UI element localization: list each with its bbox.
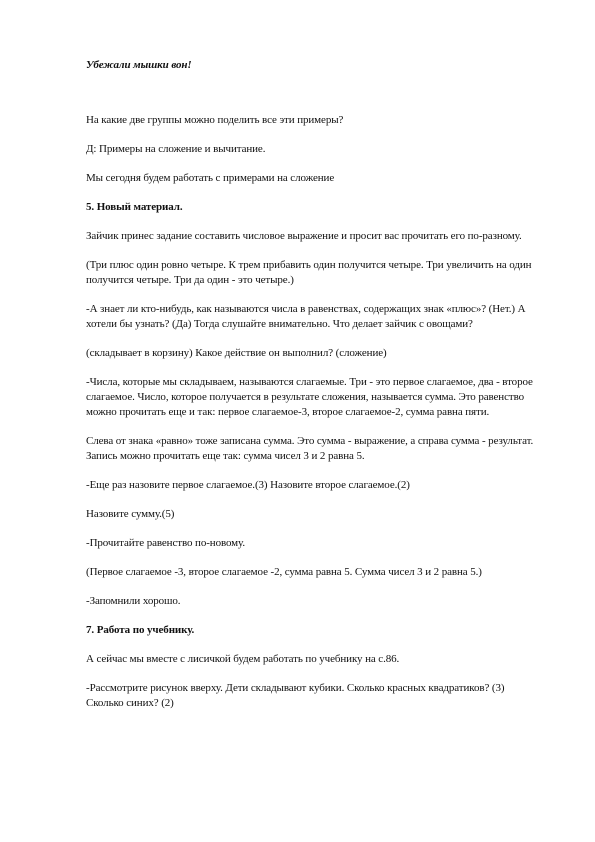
- section-heading-textbook-work: 7. Работа по учебнику.: [86, 624, 195, 636]
- paragraph-name-sum: Назовите сумму.(5): [86, 508, 175, 520]
- paragraph-action-question: (складывает в корзину) Какое действие он выполнил? (сложение): [86, 347, 387, 359]
- paragraph-answer-groups: Д: Примеры на сложение и вычитание.: [86, 143, 266, 155]
- paragraph-read-new-way: -Прочитайте равенство по-новому.: [86, 537, 245, 549]
- paragraph-question-groups: На какие две группы можно поделить все эти примеры?: [86, 114, 344, 126]
- paragraph-picture-question: -Рассмотрите рисунок вверху. Дети складывают кубики. Сколько красных квадратиков? (3) Сколько синих? (2): [86, 682, 505, 709]
- paragraph-readings: (Три плюс один ровно четыре. К трем прибавить один получится четыре. Три увеличить на один получится четыре. Три да один - это четыре.): [86, 259, 532, 286]
- paragraph-bunny-task: Зайчик принес задание составить числовое выражение и просит вас прочитать его по-разному.: [86, 230, 522, 242]
- paragraph-name-addends: -Еще раз назовите первое слагаемое.(3) Назовите второе слагаемое.(2): [86, 479, 410, 491]
- paragraph-reading-answer: (Первое слагаемое -3, второе слагаемое -2, сумма равна 5. Сумма чисел 3 и 2 равна 5.): [86, 566, 482, 578]
- section-heading-new-material: 5. Новый материал.: [86, 201, 183, 213]
- document-title: Убежали мышки вон!: [86, 59, 192, 71]
- paragraph-addends-definition: -Числа, которые мы складываем, называются слагаемые. Три - это первое слагаемое, два - второе слагаемое. Число, которое получается в результате сложения, называется сумма. Это равенство можно прочитать еще и так: первое слагаемое-3, второе слагаемое-2, сумма равна пяти.: [86, 376, 533, 418]
- paragraph-remembered: -Запомнили хорошо.: [86, 595, 181, 607]
- paragraph-textbook-page: А сейчас мы вместе с лисичкой будем работать по учебнику на с.86.: [86, 653, 400, 665]
- paragraph-plus-sign-question: -А знает ли кто-нибудь, как называются числа в равенствах, содержащих знак «плюс»? (Нет.) А хотели бы узнать? (Да) Тогда слушайте внимательно. Что делает зайчик с овощами?: [86, 303, 526, 330]
- paragraph-sum-expression: Слева от знака «равно» тоже записана сумма. Это сумма - выражение, а справа сумма - результат. Запись можно прочитать еще так: сумма чисел 3 и 2 равна 5.: [86, 435, 534, 462]
- paragraph-today-addition: Мы сегодня будем работать с примерами на сложение: [86, 172, 335, 184]
